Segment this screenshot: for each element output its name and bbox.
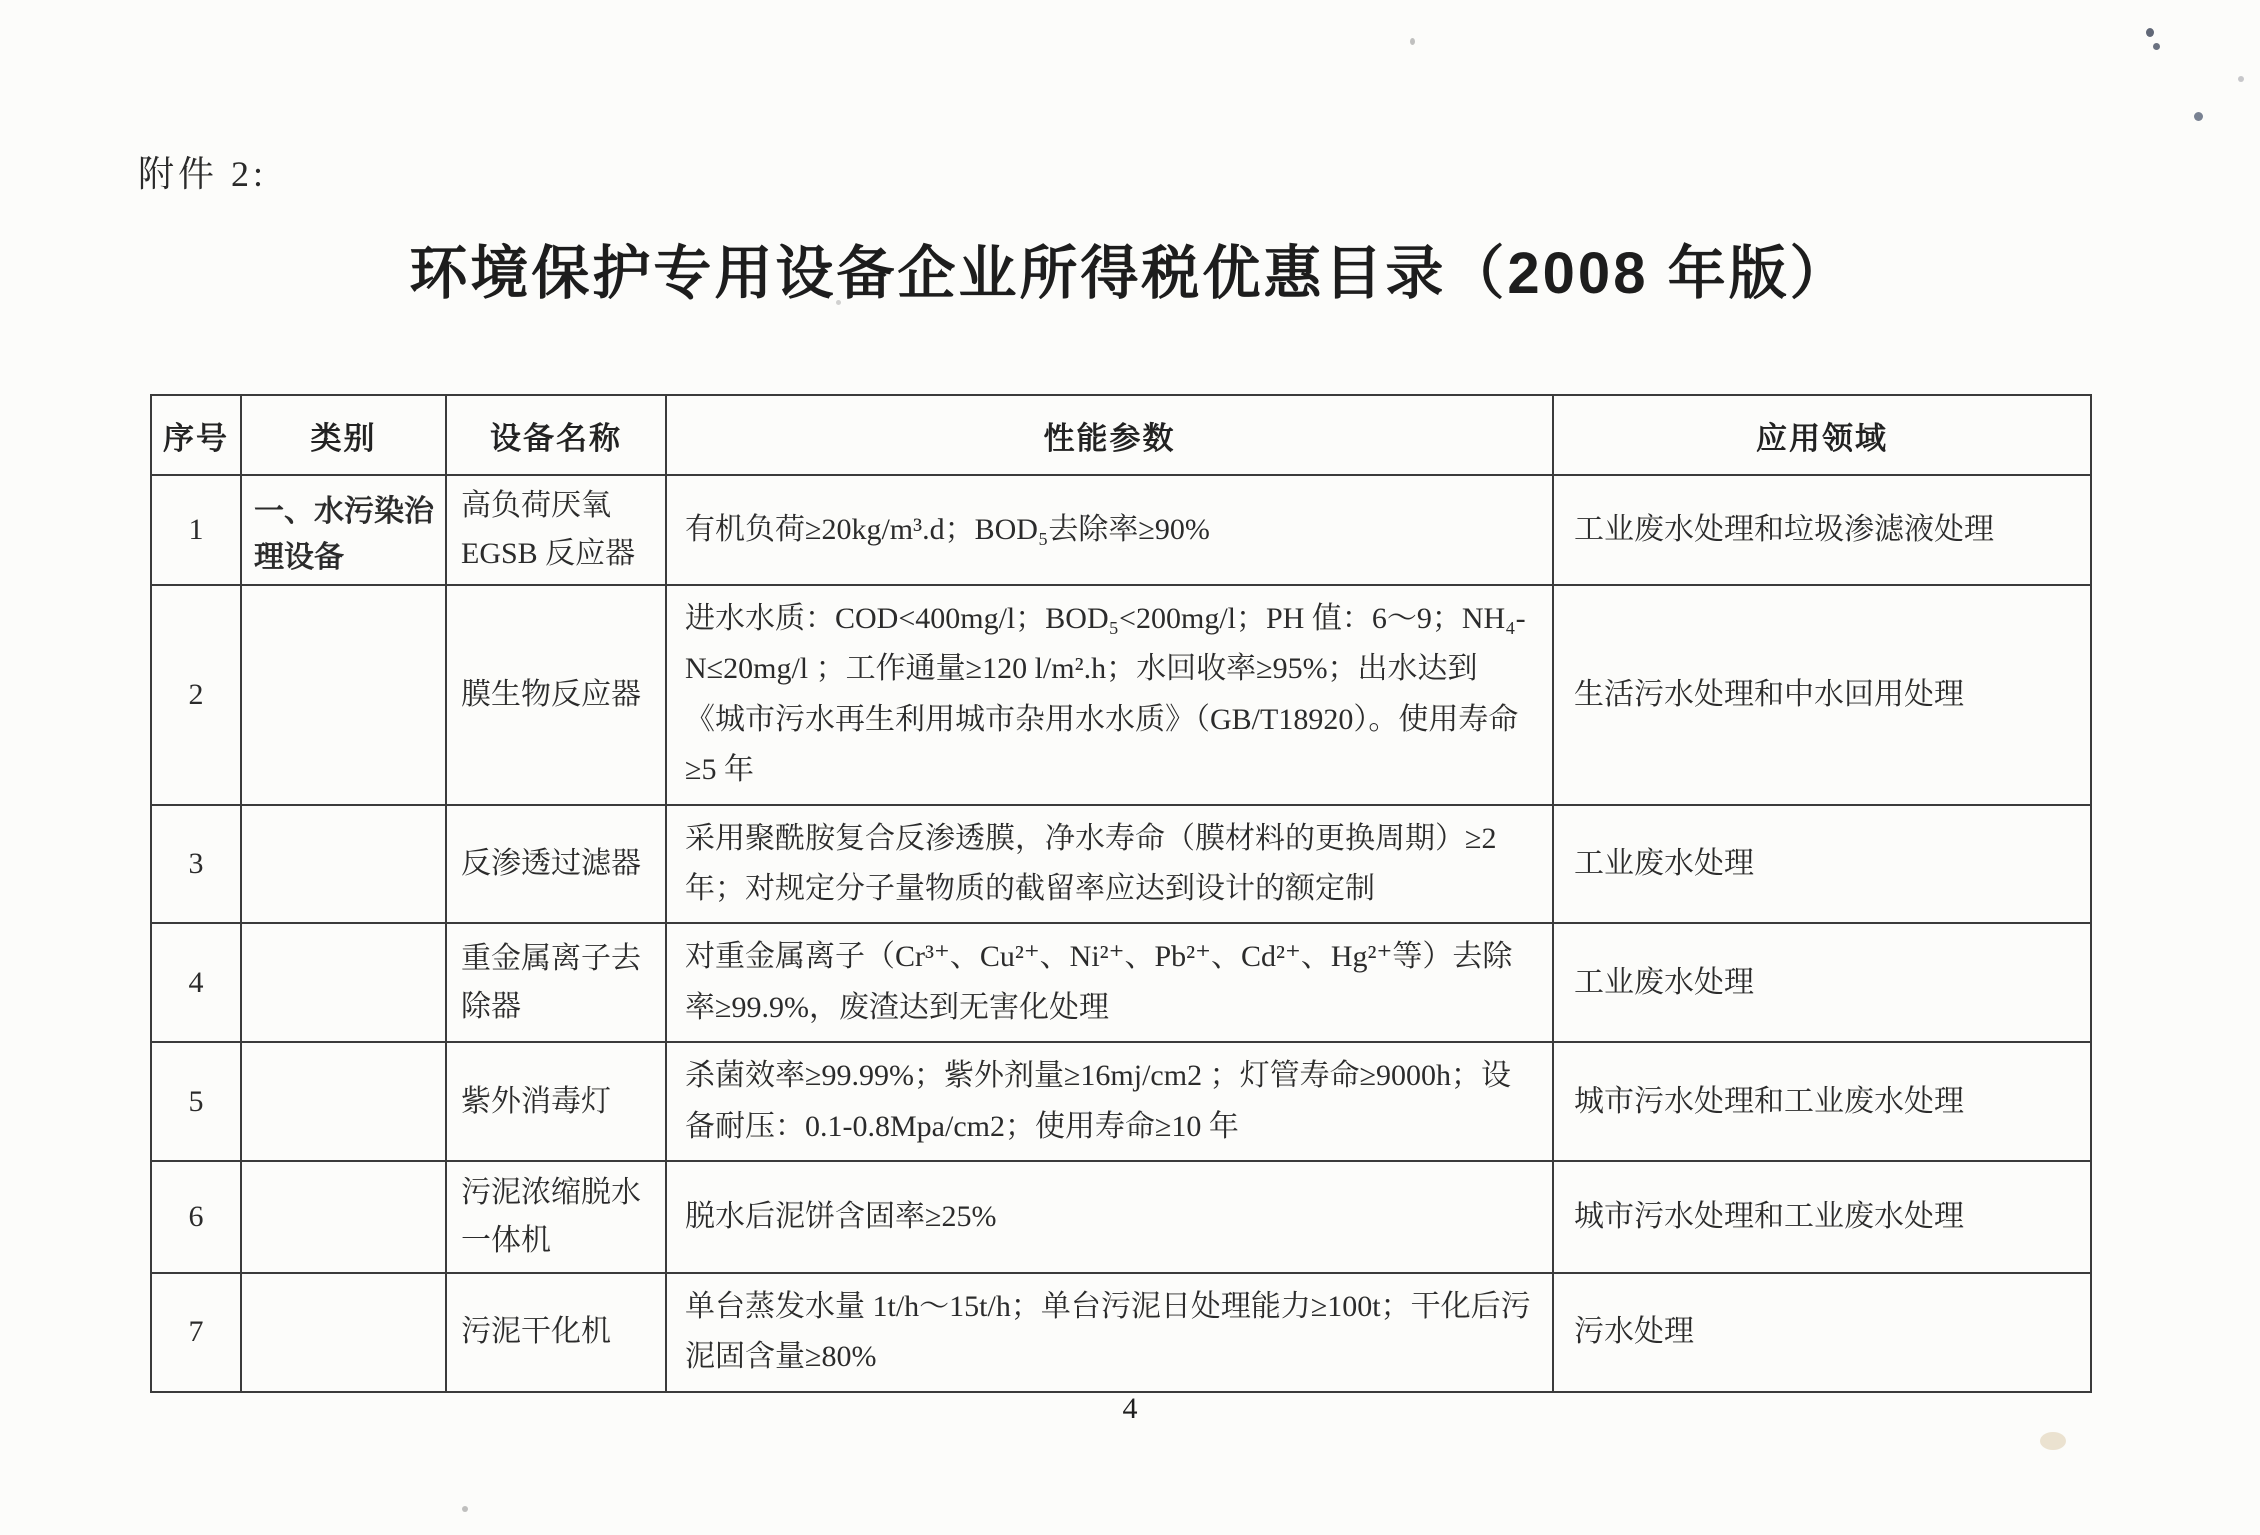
performance-params-cell: 进水水质：COD<400mg/l；BOD₅<200mg/l；PH 值：6～9；NH₄-N≤20mg/l ；工作通量≥120 l/m².h；水回收率≥95%；出水达到《城市污水再生利用城市杂用水水质》（GB/T18920）。使用寿命≥5 年: [666, 585, 1553, 805]
application-field-cell: 生活污水处理和中水回用处理: [1553, 585, 2091, 805]
serial-number-cell: 1: [151, 475, 241, 585]
serial-number-cell: 3: [151, 805, 241, 924]
scan-speck: [836, 300, 841, 305]
serial-number-cell: 7: [151, 1273, 241, 1392]
header-cell-application-field: 应用领域: [1553, 395, 2091, 475]
serial-number-cell: 6: [151, 1161, 241, 1273]
category-cell: [241, 1161, 446, 1273]
serial-number-cell: 2: [151, 585, 241, 805]
table-row: [151, 1161, 2091, 1273]
category-cell: 一、水污染治理设备: [241, 475, 446, 585]
table-header-row: [151, 395, 2091, 475]
device-name-cell: 污泥干化机: [446, 1273, 666, 1392]
table-row: [151, 1273, 2091, 1392]
table-row: [151, 1042, 2091, 1161]
category-cell: [241, 1273, 446, 1392]
application-field-cell: 工业废水处理和垃圾渗滤液处理: [1553, 475, 2091, 585]
application-field-cell: 工业废水处理: [1553, 805, 2091, 924]
device-name-cell: 污泥浓缩脱水一体机: [446, 1161, 666, 1273]
scan-speck: [2194, 112, 2203, 121]
application-field-cell: 污水处理: [1553, 1273, 2091, 1392]
scan-speck: [462, 1506, 468, 1512]
equipment-catalog-table: [150, 394, 2092, 1393]
table-body: [151, 475, 2091, 1392]
category-cell: [241, 585, 446, 805]
performance-params-cell: 对重金属离子（Cr³⁺、Cu²⁺、Ni²⁺、Pb²⁺、Cd²⁺、Hg²⁺等）去除率≥99.9%，废渣达到无害化处理: [666, 923, 1553, 1042]
category-cell: [241, 923, 446, 1042]
device-name-cell: 紫外消毒灯: [446, 1042, 666, 1161]
table-row: [151, 923, 2091, 1042]
header-cell-serial-number: 序号: [151, 395, 241, 475]
page-number: 4: [1122, 1392, 1138, 1425]
table-row: [151, 585, 2091, 805]
category-cell: [241, 805, 446, 924]
header-cell-device-name: 设备名称: [446, 395, 666, 475]
page-title: 环境保护专用设备企业所得税优惠目录（2008 年版）: [409, 241, 1851, 306]
application-field-cell: 城市污水处理和工业废水处理: [1553, 1161, 2091, 1273]
performance-params-cell: 脱水后泥饼含固率≥25%: [666, 1161, 1553, 1273]
table-row: [151, 805, 2091, 924]
device-name-cell: 膜生物反应器: [446, 585, 666, 805]
scan-speck: [2146, 28, 2154, 37]
performance-params-cell: 杀菌效率≥99.99%；紫外剂量≥16mj/cm2 ；灯管寿命≥9000h；设备耐压：0.1-0.8Mpa/cm2；使用寿命≥10 年: [666, 1042, 1553, 1161]
serial-number-cell: 5: [151, 1042, 241, 1161]
serial-number-cell: 4: [151, 923, 241, 1042]
header-cell-category: 类别: [241, 395, 446, 475]
scan-speck: [2040, 1432, 2066, 1450]
scan-speck: [2153, 43, 2160, 50]
category-cell: [241, 1042, 446, 1161]
table-row: [151, 475, 2091, 585]
application-field-cell: 城市污水处理和工业废水处理: [1553, 1042, 2091, 1161]
application-field-cell: 工业废水处理: [1553, 923, 2091, 1042]
device-name-cell: 重金属离子去除器: [446, 923, 666, 1042]
performance-params-cell: 采用聚酰胺复合反渗透膜，净水寿命（膜材料的更换周期）≥2 年；对规定分子量物质的截留率应达到设计的额定制: [666, 805, 1553, 924]
attachment-label: 附件 2:: [138, 154, 268, 194]
device-name-cell: 反渗透过滤器: [446, 805, 666, 924]
performance-params-cell: 单台蒸发水量 1t/h～15t/h；单台污泥日处理能力≥100t；干化后污泥固含量≥80%: [666, 1273, 1553, 1392]
scan-speck: [1410, 38, 1415, 45]
header-cell-performance-params: 性能参数: [666, 395, 1553, 475]
device-name-cell: 高负荷厌氧 EGSB 反应器: [446, 475, 666, 585]
performance-params-cell: 有机负荷≥20kg/m³.d；BOD₅去除率≥90%: [666, 475, 1553, 585]
scan-speck: [2238, 76, 2244, 82]
